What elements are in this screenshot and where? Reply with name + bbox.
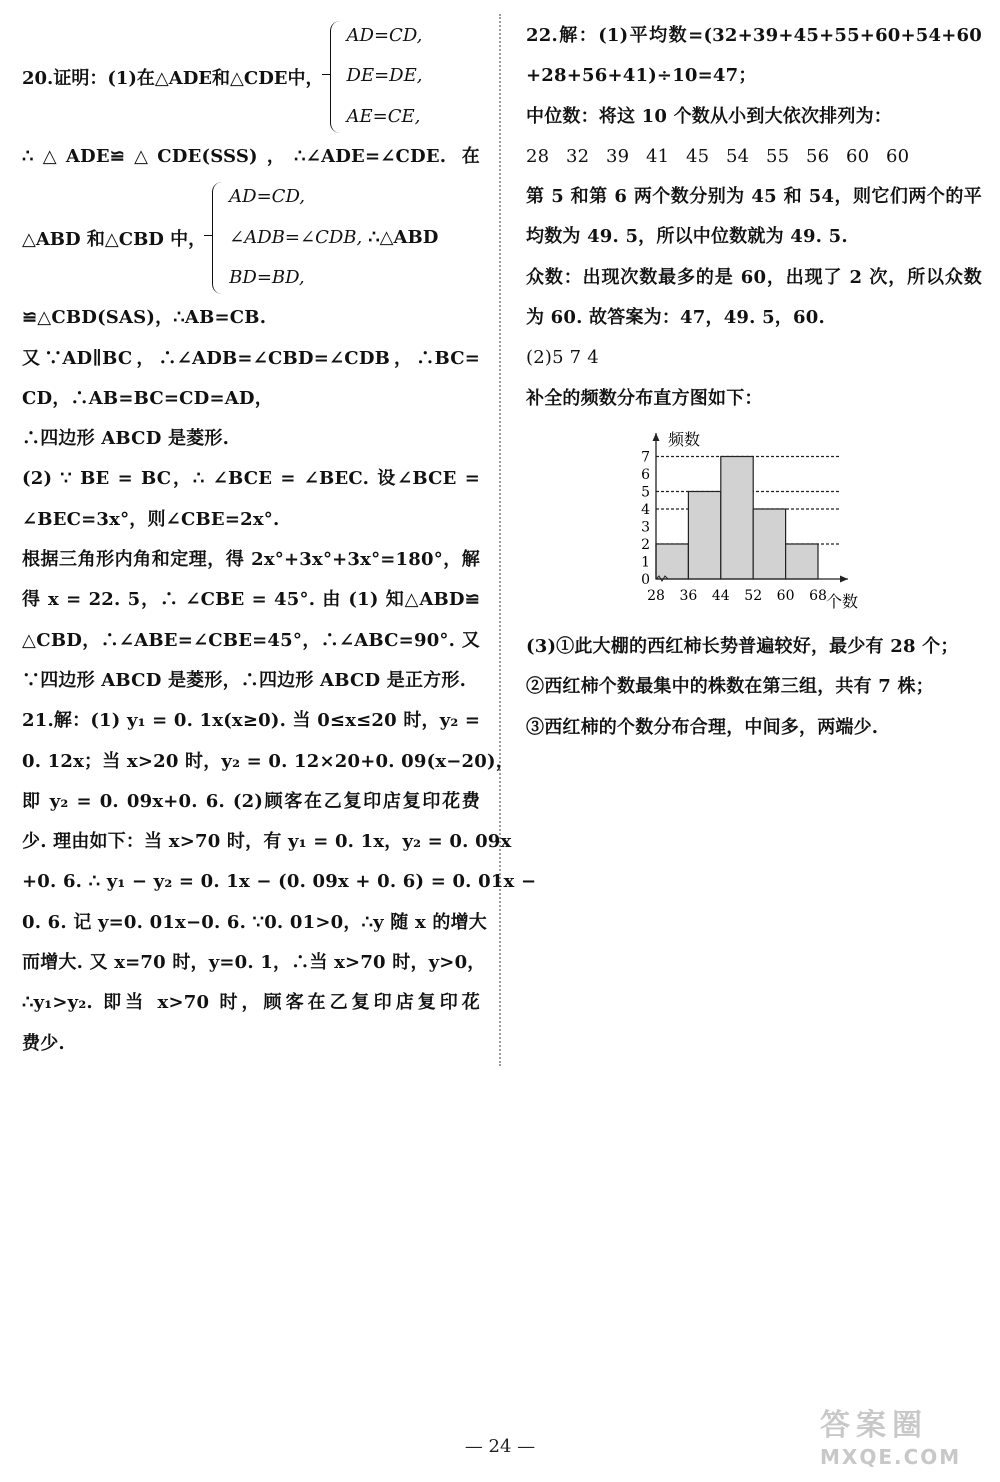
q21-line-6: 0. 6. 记 y=0. 01x−0. 6. ∵0. 01>0，∴y 随 x 的增大	[22, 911, 487, 933]
histogram-bar	[656, 544, 688, 579]
q20-line-11: ∴四边形 ABCD 是菱形.	[22, 428, 230, 450]
x-axis-label: 个数	[826, 591, 859, 611]
y-tick-label: 2	[641, 536, 650, 553]
q22-line-8: 为 60. 故答案为：47，49. 5，60.	[526, 307, 825, 329]
q20-intro: 证明：(1)在△ADE和△CDE中，	[53, 67, 324, 89]
q22-line-12: ②西红柿个数最集中的株数在第三组，共有 7 株；	[526, 676, 934, 698]
watermark-text-top: 答案圈	[820, 1408, 928, 1443]
y-tick-label: 3	[641, 519, 650, 536]
watermark-logo	[820, 1408, 990, 1474]
q20-sys1-eq1: AD=CD,	[346, 25, 423, 47]
left-brace	[212, 182, 225, 294]
sorted-value: 60	[846, 145, 870, 167]
q22-line-9: (2)5 7 4	[526, 347, 599, 369]
sorted-value: 32	[566, 145, 590, 167]
x-tick-label: 28	[647, 587, 665, 604]
q20-line-12: (2) ∵ BE = BC，∴ ∠BCE = ∠BEC. 设∠BCE =	[22, 468, 480, 490]
q21-line-8: ∴y₁>y₂. 即当 x>70 时，顾客在乙复印店复印花	[22, 992, 480, 1014]
q20-system-2	[22, 177, 480, 298]
x-tick-label: 36	[679, 587, 698, 604]
q22-line-1: 22.解：(1)平均数=(32+39+45+55+60+54+60	[526, 25, 982, 46]
y-tick-label: 1	[641, 554, 650, 571]
histogram-bar	[786, 544, 818, 579]
q20-line-4: ∴△ADE≌△CDE(SSS)，∴∠ADE=∠CDE. 在	[22, 146, 480, 167]
q22-line-2: +28+56+41)÷10=47；	[526, 65, 757, 87]
q20-number: 20.	[22, 67, 54, 89]
q20-line-14: 根据三角形内角和定理，得 2x°+3x°+3x°=180°，解	[22, 549, 480, 571]
left-brace	[330, 21, 343, 133]
q22-sorted-list	[526, 137, 982, 177]
q20-line-10: CD，∴AB=BC=CD=AD，	[22, 387, 273, 409]
q20-line-15: 得 x = 22. 5，∴ ∠CBE = 45°. 由 (1) 知△ABD≌	[22, 589, 480, 611]
left-column	[22, 16, 537, 1064]
sorted-value: 45	[686, 145, 710, 167]
histogram-bar	[753, 509, 785, 579]
y-axis-arrow-icon	[653, 433, 660, 441]
q20-sys1-eq3: AE=CE,	[346, 105, 421, 127]
x-tick-label: 68	[809, 587, 827, 604]
q21-line-2: 0. 12x；当 x>20 时，y₂ = 0. 12×20+0. 09(x−20)，	[22, 750, 514, 772]
x-tick-label: 44	[711, 587, 730, 604]
q22-line-10: 补全的频数分布直方图如下：	[526, 387, 763, 409]
sorted-value: 39	[606, 145, 630, 167]
y-tick-label: 6	[641, 466, 650, 483]
histogram-container	[526, 427, 982, 627]
x-axis-arrow-icon	[840, 575, 848, 582]
sorted-value: 60	[886, 145, 910, 167]
q22-line-11: (3)①此大棚的西红柿长势普遍较好，最少有 28 个；	[526, 635, 959, 657]
q22-line-6: 均数为 49. 5，所以中位数就为 49. 5.	[526, 226, 848, 248]
x-tick-label: 52	[744, 587, 763, 604]
q21-line-9: 费少.	[22, 1032, 65, 1054]
x-tick-label: 60	[776, 587, 795, 604]
q22-line-5: 第 5 和第 6 两个数分别为 45 和 54，则它们两个的平	[526, 186, 982, 208]
q20-line-16: △CBD，∴∠ABE=∠CBE=45°，∴∠ABC=90°. 又	[22, 629, 480, 651]
y-tick-label: 0	[641, 571, 650, 588]
q20-sys1-eq2: DE=DE,	[346, 65, 423, 87]
sorted-value: 55	[766, 145, 790, 167]
sorted-value: 56	[806, 145, 830, 167]
q21-number: 21.	[22, 710, 54, 732]
sorted-value: 54	[726, 145, 750, 167]
q21-line-1: 21.解：(1) y₁ = 0. 1x(x≥0). 当 0≤x≤20 时，y₂ =	[22, 710, 481, 732]
q20-sys2-eq2: ∠ADB=∠CDB,	[229, 226, 363, 248]
y-tick-label: 7	[641, 449, 650, 466]
frequency-histogram	[626, 427, 886, 617]
sorted-value: 28	[526, 145, 550, 167]
page-number: — 24 —	[464, 1436, 536, 1457]
q22-number: 22.	[526, 25, 558, 46]
q20-system-1	[22, 16, 480, 137]
q22-line-13: ③西红柿的个数分布合理，中间多，两端少.	[526, 716, 879, 738]
q20-sys2-tail: ∴△ABD	[368, 227, 439, 249]
q22-line-3: 中位数：将这 10 个数从小到大依次排列为：	[526, 105, 892, 127]
histogram-bar	[688, 491, 720, 579]
q21-line-4: 少. 理由如下：当 x>70 时，有 y₁ = 0. 1x，y₂ = 0. 09x	[22, 831, 512, 853]
q20-sys2-lead: △ABD 和△CBD 中，	[22, 228, 207, 250]
q20-line-9: 又∵AD∥BC，∴∠ADB=∠CBD=∠CDB，∴BC=	[22, 347, 480, 369]
sorted-value: 41	[646, 145, 670, 167]
q20-line-17: ∵四边形 ABCD 是菱形，∴四边形 ABCD 是正方形.	[22, 669, 467, 691]
q21-line-5: +0. 6. ∴ y₁ − y₂ = 0. 1x − (0. 09x + 0. 6) = 0. 01x −	[22, 871, 537, 893]
right-column	[526, 16, 982, 748]
q21-line-3: 即 y₂ = 0. 09x+0. 6. (2)顾客在乙复印店复印花费	[22, 790, 480, 812]
q20-line-13: ∠BEC=3x°，则∠CBE=2x°.	[22, 508, 280, 530]
q20-sys2-eq3: BD=BD,	[229, 266, 305, 288]
q20-line-8: ≌△CBD(SAS)，∴AB=CB.	[22, 307, 267, 329]
watermark-text-bottom: MXQE.COM	[820, 1445, 962, 1469]
y-tick-label: 4	[641, 501, 650, 518]
q20-sys2-eq1: AD=CD,	[229, 186, 305, 208]
y-tick-label: 5	[641, 484, 650, 501]
q22-line-7: 众数：出现次数最多的是 60，出现了 2 次，所以众数	[526, 266, 982, 288]
column-divider	[499, 14, 501, 1066]
y-axis-label: 频数	[668, 429, 701, 449]
histogram-bar	[721, 456, 753, 579]
q21-line-7: 而增大. 又 x=70 时，y=0. 1，∴当 x>70 时，y>0，	[22, 952, 486, 974]
